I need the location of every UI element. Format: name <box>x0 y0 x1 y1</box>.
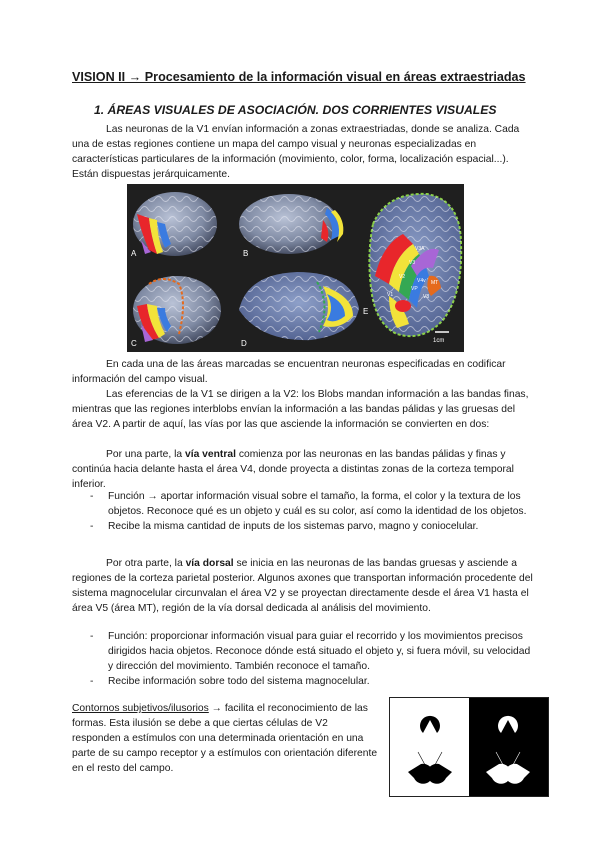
ventral-rest-text: comienza por las neuronas en las bandas pálidas y finas y continúa hacia delante hasta el área V4, donde proyecta a distintas zonas de la corteza temporal inferior. <box>72 449 514 490</box>
bullet-dash: - <box>90 676 94 687</box>
list-item <box>72 489 534 519</box>
bullet-dash: - <box>90 491 94 502</box>
illusory-contours-paragraph <box>72 701 378 776</box>
bullet-dash: - <box>90 521 94 532</box>
ventral-bullet-list <box>72 489 534 534</box>
brain-figure-drawing <box>127 184 464 352</box>
ventral-term: vía ventral <box>185 449 236 460</box>
ventral-function-text: Función → aportar información visual sobre el tamaño, la forma, el color y la textura de los objetos. Reconoce qué es un objeto y cuál es su color, así como la identidad de los objetos. <box>108 491 527 517</box>
marked-areas-paragraph: En cada una de las áreas marcadas se encuentran neuronas especificadas en codificar información del campo visual. <box>72 359 506 385</box>
dorsal-pathway-paragraph <box>72 556 534 616</box>
scale-bar-label: 1cm <box>433 338 445 344</box>
list-item <box>72 629 534 674</box>
area-label-v2: V2 <box>399 274 406 280</box>
brain-panel-d <box>239 272 359 348</box>
ventral-lead-text: Por una parte, la <box>106 449 185 460</box>
area-label-v3: V3 <box>409 260 416 266</box>
kanizsa-drawing <box>390 698 548 796</box>
illusory-contours-text: → facilita el reconocimiento de las formas. Esta ilusión se debe a que ciertas células de V2 responden a estímulos con una determinada orientación en una parte de su campo receptor y a estímulos con orientación diferente en el resto del campo. <box>72 703 378 774</box>
panel-label-c: C <box>131 339 137 348</box>
dorsal-bullet-list <box>72 629 534 689</box>
area-label-mt: MT <box>431 280 439 286</box>
dorsal-lead-text: Por otra parte, la <box>106 558 186 569</box>
dorsal-function-text: Función: proporcionar información visual para guiar el recorrido y los movimientos precisos dirigidos hacia objetos. Reconoce dónde está situado el objeto y, si fuera móvil, su velocidad y dirección del movimiento. También reconoce el tamaño. <box>108 631 531 672</box>
panel-label-a: A <box>131 249 137 258</box>
bullet-dash: - <box>90 631 94 642</box>
area-label-v8: V8 <box>423 294 430 300</box>
intro-paragraph: Las neuronas de la V1 envían información a zonas extraestriadas, donde se analiza. Cada una de estas regiones contiene un mapa del campo visual y neuronas especializadas en características particulares de la información (movimiento, color, forma, localización espacial...). Están dispuestas jerárquicamente. <box>72 124 520 180</box>
dorsal-term: vía dorsal <box>185 558 234 569</box>
list-item <box>72 519 534 534</box>
panel-label-b: B <box>243 249 249 258</box>
area-label-v1: V1 <box>387 292 394 298</box>
dorsal-rest-text: se inicia en las neuronas de las bandas gruesas y asciende a regiones de la corteza parietal posterior. Algunos axones que transportan información procedente del sistema magnocelular circunvalan el área V2 y se proyectan directamente desde el área V1 hasta el área V5 (área MT), región de la vía dorsal dedicada al análisis del movimiento. <box>72 558 533 614</box>
area-label-vp: VP <box>411 286 418 292</box>
list-item <box>72 674 534 689</box>
area-label-v4v: V4v <box>417 278 426 284</box>
dorsal-inputs-text: Recibe información sobre todo del sistema magnocelular. <box>108 676 370 687</box>
brain-visual-areas-figure <box>127 184 464 352</box>
brain-panel-c <box>131 276 221 348</box>
brain-panel-e-flatmap <box>363 194 461 344</box>
brain-panel-a <box>131 192 217 258</box>
area-label-v3a: V3A <box>415 246 425 252</box>
efferents-paragraph: Las eferencias de la V1 se dirigen a la V2: los Blobs mandan información a las bandas finas, mientras que las regiones interblobs envían la información a las bandas pálidas y las gruesas del área V2. A partir de aquí, las vías por las que asciende la información se convierten en dos: <box>72 389 529 430</box>
illusory-contours-term: Contornos subjetivos/ilusorios <box>72 703 209 714</box>
kanizsa-triangle-illustration <box>389 697 549 797</box>
brain-panel-b <box>239 194 343 258</box>
panel-label-e: E <box>363 307 369 316</box>
ventral-pathway-paragraph <box>72 447 534 492</box>
panel-label-d: D <box>241 339 247 348</box>
section-heading: 1. ÁREAS VISUALES DE ASOCIACIÓN. DOS CORRIENTES VISUALES <box>94 103 497 117</box>
ventral-inputs-text: Recibe la misma cantidad de inputs de los sistemas parvo, magno y coniocelular. <box>108 521 479 532</box>
page-title: VISION II → Procesamiento de la información visual en áreas extraestriadas <box>72 70 526 84</box>
